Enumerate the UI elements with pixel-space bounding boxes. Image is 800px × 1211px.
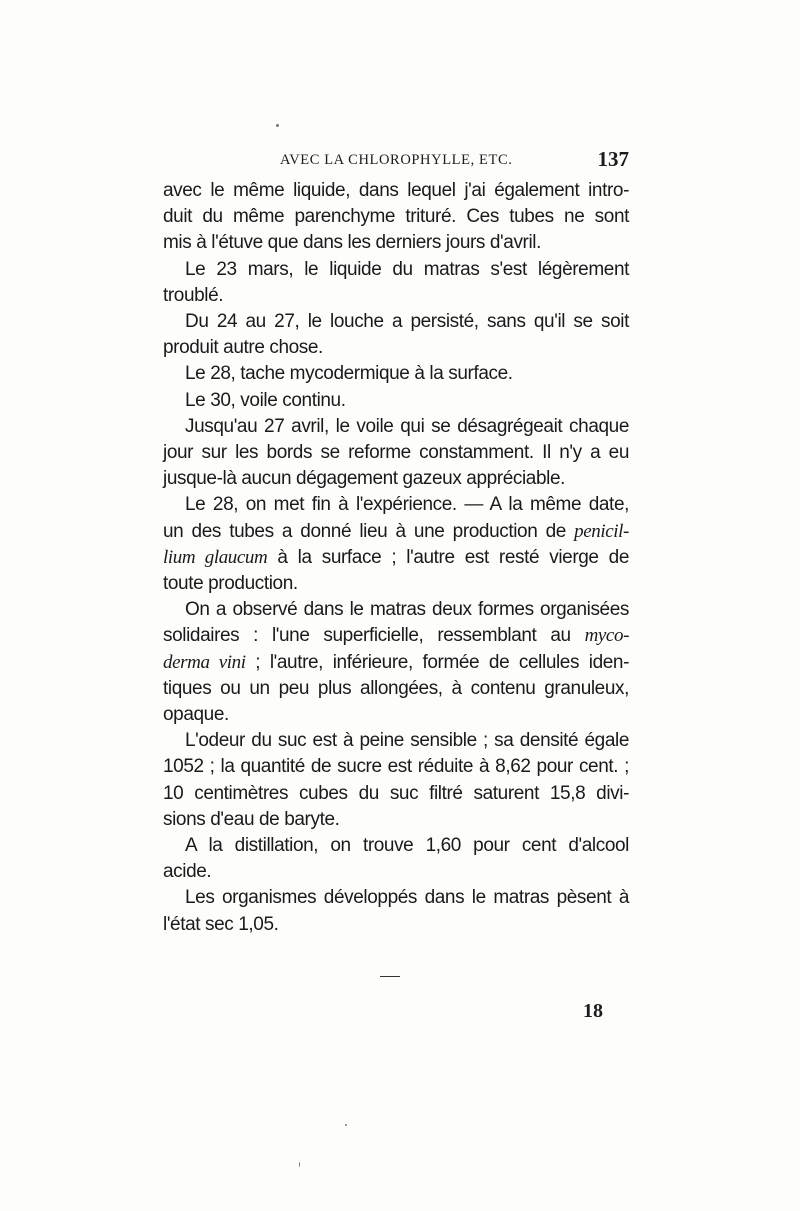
- text-line: L'odeur du suc est à peine sensible ; sa densité égale: [185, 730, 629, 752]
- paragraph: [163, 388, 629, 414]
- page-header: [163, 148, 629, 176]
- paragraph: [163, 414, 629, 493]
- text-line: A la distillation, on trouve 1,60 pour cent d'alcool: [185, 835, 629, 857]
- text-line: Le 23 mars, le liquide du matras s'est légèrement: [185, 258, 629, 280]
- running-head: AVEC LA CHLOROPHYLLE, ETC.: [280, 152, 513, 168]
- paragraph: [163, 178, 629, 257]
- text-line: avec le même liquide, dans lequel j'ai également intro-: [163, 180, 629, 201]
- body-text: [163, 178, 629, 938]
- text-line: tiques ou un peu plus allongées, à contenu granuleux,: [163, 677, 629, 699]
- text-line: opaque.: [163, 704, 229, 726]
- text-line: derma vini ; l'autre, inférieure, formée de cellules iden-: [163, 651, 629, 673]
- paragraph: [163, 492, 629, 597]
- text-line: Du 24 au 27, le louche a persisté, sans qu'il se soit: [185, 311, 629, 333]
- paragraph: [163, 597, 629, 728]
- text-line: Le 28, on met fin à l'expérience. — A la même date,: [185, 494, 629, 516]
- text-line: lium glaucum à la surface ; l'autre est resté vierge de: [163, 546, 629, 568]
- paragraph: [163, 728, 629, 833]
- text-line: toute production.: [163, 573, 298, 595]
- text-line: On a observé dans le matras deux formes organisées: [185, 599, 629, 621]
- text-line: Jusqu'au 27 avril, le voile qui se désagrégeait chaque: [185, 415, 629, 437]
- text-line: sions d'eau de baryte.: [163, 808, 340, 830]
- text-line: solidaires : l'une superficielle, ressemblant au myco-: [163, 625, 629, 647]
- text-line: Le 30, voile continu.: [185, 389, 346, 411]
- text-line: duit du même parenchyme trituré. Ces tubes ne sont: [163, 206, 629, 228]
- text-line: troublé.: [163, 284, 224, 306]
- text-line: l'état sec 1,05.: [163, 913, 279, 935]
- text-line: mis à l'étuve que dans les derniers jours d'avril.: [163, 232, 541, 254]
- text-line: jusque-là aucun dégagement gazeux appréciable.: [163, 468, 566, 490]
- paper-speck: [345, 1124, 347, 1126]
- paragraph: [163, 309, 629, 361]
- text-line: 1052 ; la quantité de sucre est réduite à 8,62 pour cent. ;: [163, 756, 629, 778]
- text-line: Les organismes développés dans le matras pèsent à: [185, 887, 629, 909]
- text-line: 10 centimètres cubes du suc filtré saturent 15,8 divi-: [163, 782, 629, 804]
- page-number: 137: [597, 147, 629, 171]
- text-line: un des tubes a donné lieu à une production de penicil-: [163, 520, 629, 542]
- signature-mark: 18: [583, 1000, 603, 1022]
- text-line: jour sur les bords se reforme constamment. Il n'y a eu: [163, 442, 629, 464]
- text-line: Le 28, tache mycodermique à la surface.: [185, 363, 513, 385]
- paragraph: [163, 833, 629, 885]
- paper-speck: [299, 1162, 300, 1167]
- section-rule: [380, 976, 400, 977]
- paragraph: [163, 885, 629, 937]
- paragraph: [163, 257, 629, 309]
- paper-speck: [276, 124, 279, 127]
- text-line: acide.: [163, 861, 212, 883]
- text-line: produit autre chose.: [163, 337, 323, 359]
- paragraph: [163, 361, 629, 387]
